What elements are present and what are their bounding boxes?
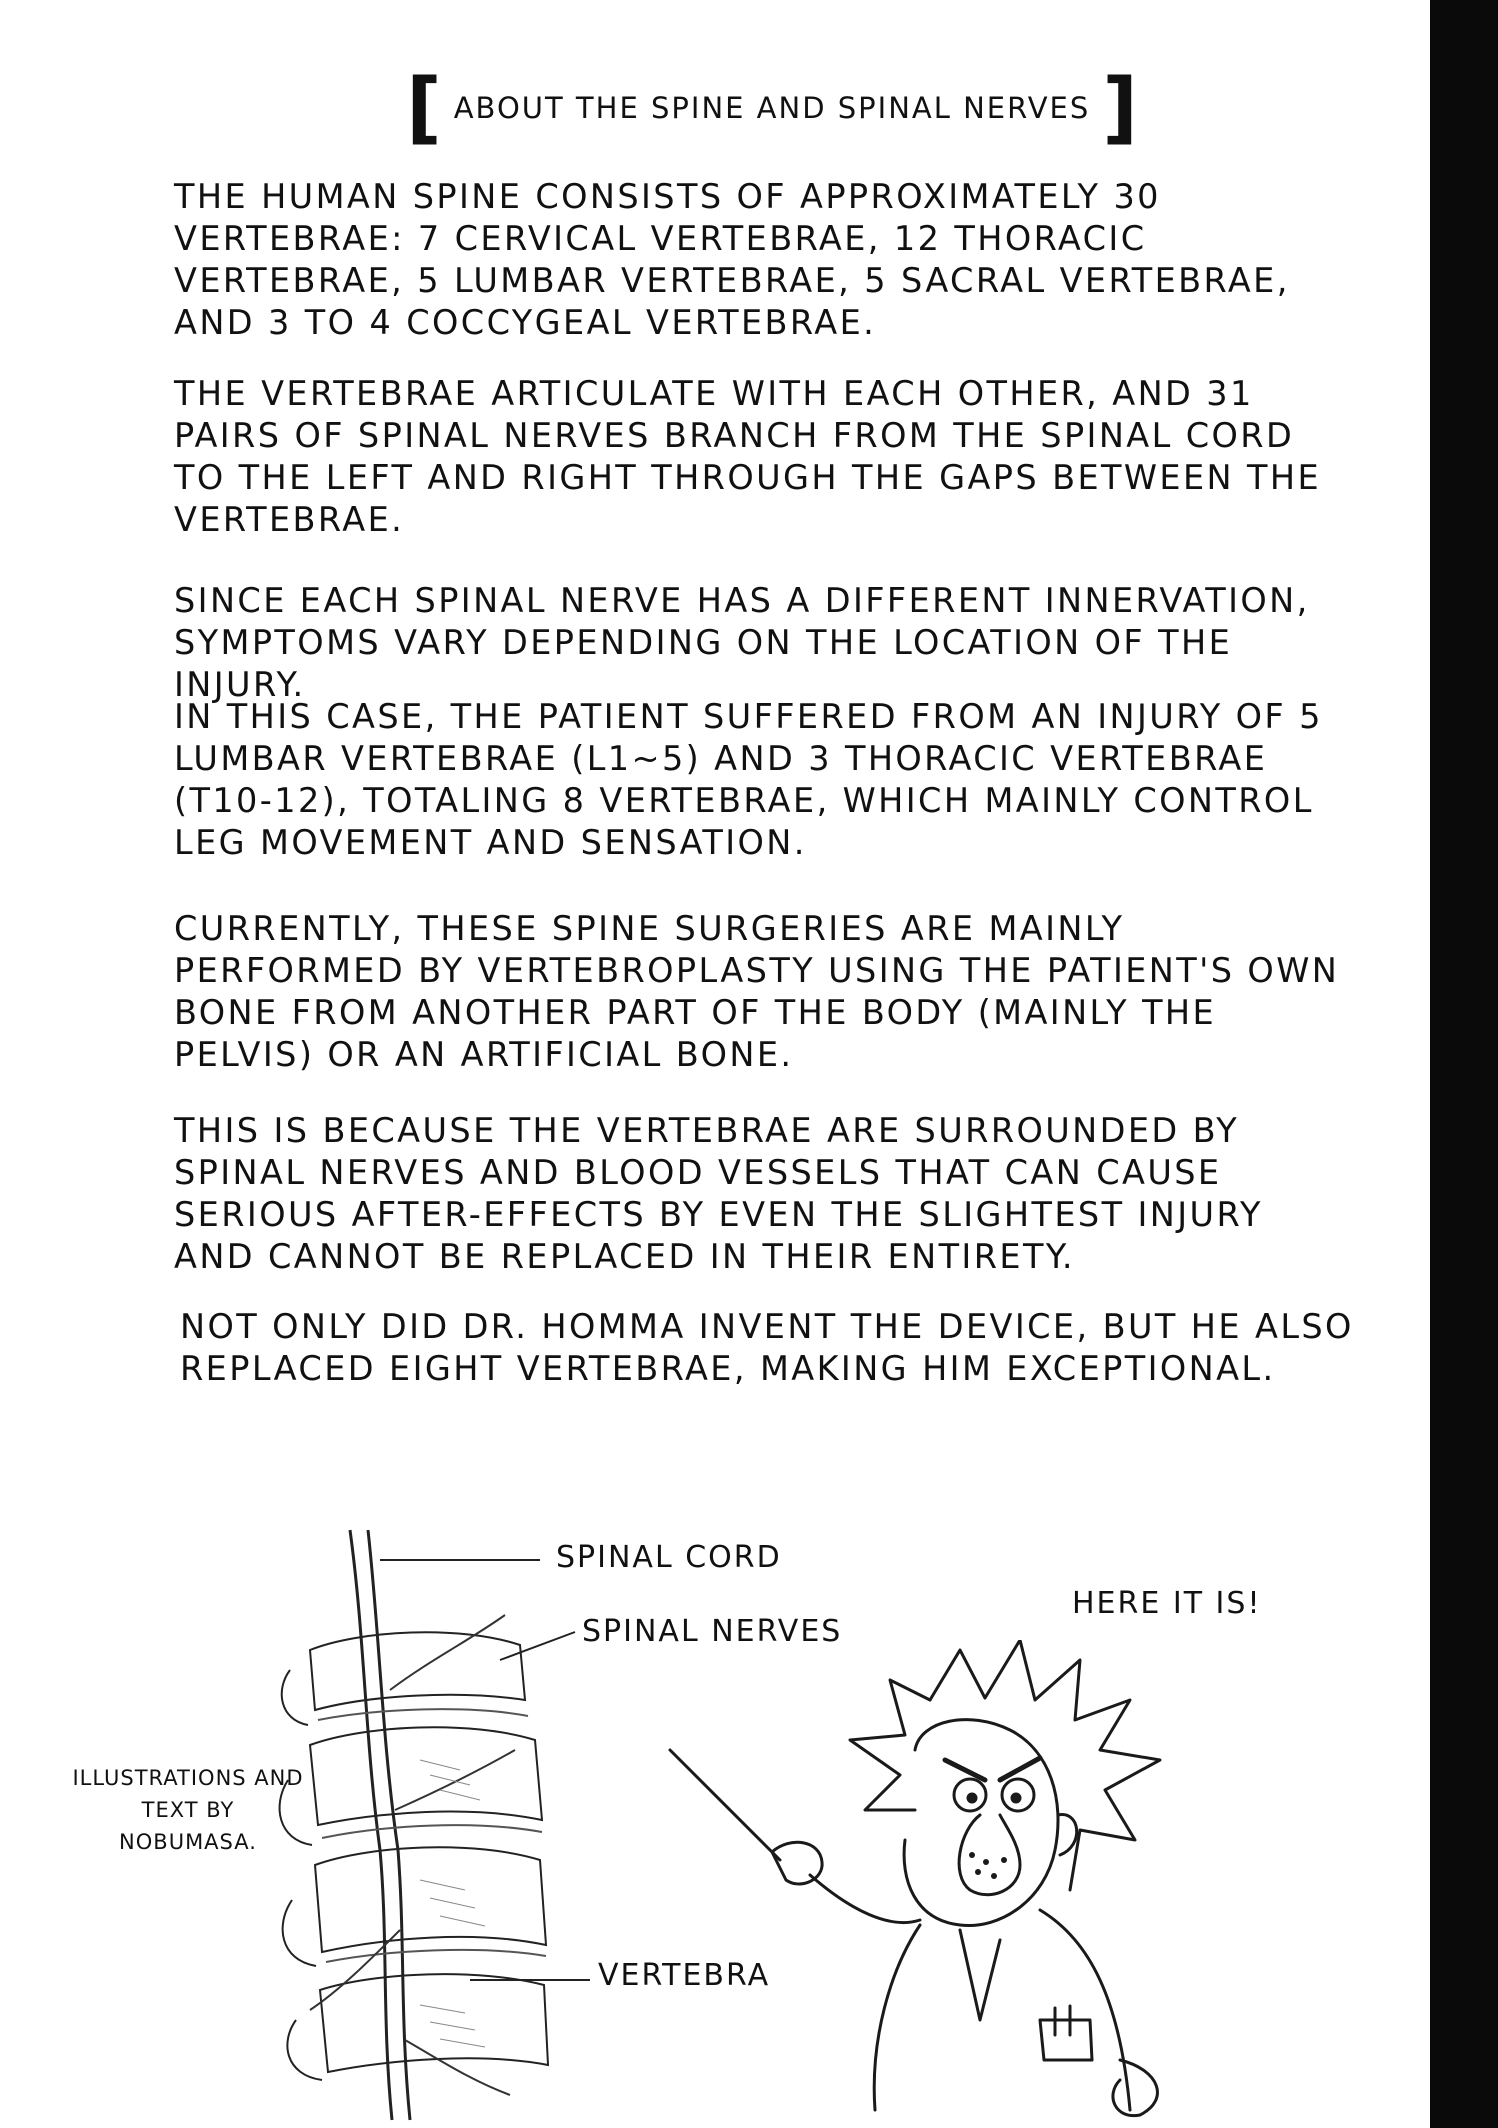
doctor-character-illustration [660, 1640, 1280, 2120]
heading-left-bracket: [ [406, 63, 442, 153]
label-spinal-cord: SPINAL CORD [556, 1540, 782, 1575]
heading-right-bracket: ] [1102, 63, 1138, 153]
label-spinal-nerves: SPINAL NERVES [582, 1614, 843, 1649]
spine-illustration [270, 1520, 600, 2128]
paragraph-innervation: SINCE EACH SPINAL NERVE HAS A DIFFERENT INNERVATION, SYMPTOMS VARY DEPENDING ON THE LOCATION OF THE INJURY. [174, 581, 1310, 704]
paragraph-current-surgery: CURRENTLY, THESE SPINE SURGERIES ARE MAINLY PERFORMED BY VERTEBROPLASTY USING THE PATIENT'S OWN BONE FROM ANOTHER PART OF THE BODY (MAINLY THE PELVIS) OR AN ARTIFICIAL BONE. [174, 909, 1340, 1074]
label-vertebra: VERTEBRA [598, 1958, 771, 1993]
paragraph-surrounding-risk: THIS IS BECAUSE THE VERTEBRAE ARE SURROUNDED BY SPINAL NERVES AND BLOOD VESSELS THAT CAN CAUSE SERIOUS AFTER-EFFECTS BY EVEN THE SLIGHTEST INJURY AND CANNOT BE REPLACED IN THEIR ENTIRETY. [174, 1111, 1263, 1276]
heading-title: ABOUT THE SPINE AND SPINAL NERVES [453, 91, 1091, 125]
paragraph-spinal-nerves: THE VERTEBRAE ARTICULATE WITH EACH OTHER, AND 31 PAIRS OF SPINAL NERVES BRANCH FROM THE SPINAL CORD TO THE LEFT AND RIGHT THROUGH THE GAPS BETWEEN THE VERTEBRAE. [174, 374, 1322, 539]
page-edge-border [1430, 0, 1498, 2128]
paragraph-patient-injury: IN THIS CASE, THE PATIENT SUFFERED FROM AN INJURY OF 5 LUMBAR VERTEBRAE (L1~5) AND 3 THORACIC VERTEBRAE (T10-12), TOTALING 8 VERTEBRAE, WHICH MAINLY CONTROL LEG MOVEMENT AND SENSATION. [174, 697, 1323, 862]
credit-text: ILLUSTRATIONS AND TEXT BY NOBUMASA. [72, 1766, 304, 1854]
speech-text: HERE IT IS! [1072, 1586, 1262, 1621]
section-heading [392, 63, 1152, 153]
paragraph-spine-composition: THE HUMAN SPINE CONSISTS OF APPROXIMATELY 30 VERTEBRAE: 7 CERVICAL VERTEBRAE, 12 THORACIC VERTEBRAE, 5 LUMBAR VERTEBRAE, 5 SACRAL VERTEBRAE, AND 3 TO 4 COCCYGEAL VERTEBRAE. [174, 177, 1290, 342]
paragraph-dr-homma: NOT ONLY DID DR. HOMMA INVENT THE DEVICE, BUT HE ALSO REPLACED EIGHT VERTEBRAE, MAKING HIM EXCEPTIONAL. [180, 1307, 1354, 1388]
